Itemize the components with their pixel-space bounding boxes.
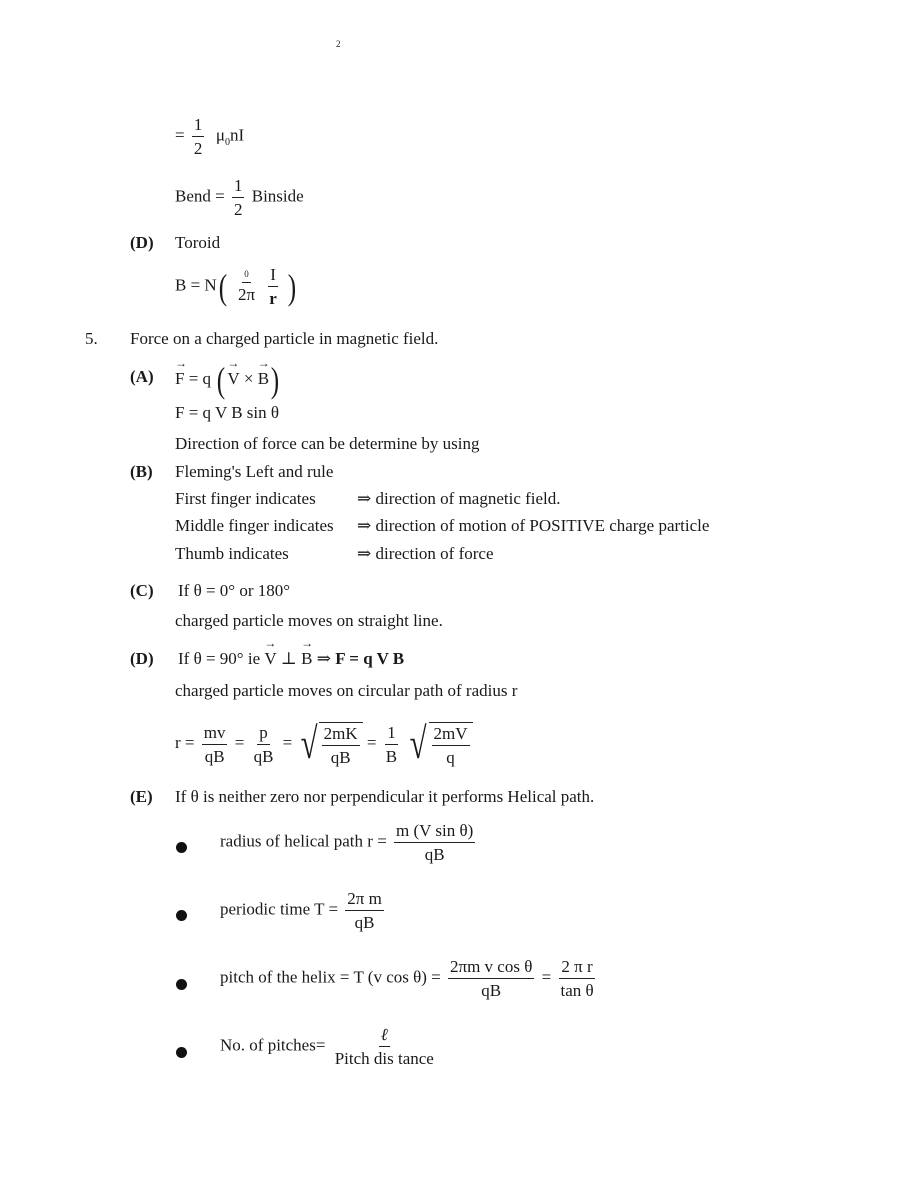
part-e-label: (E) [130, 787, 153, 806]
bullet-text: periodic time [220, 899, 311, 919]
page-number: 2 [336, 39, 341, 49]
radius-formula [175, 719, 473, 768]
rule-row-left: Thumb indicates [175, 544, 289, 563]
eq: = [366, 732, 377, 752]
denominator: 2 [193, 139, 203, 158]
numerator: 1 [232, 177, 245, 198]
denominator: qB [253, 746, 274, 766]
subscript: 0 [224, 136, 230, 148]
denominator: Pitch dis tance [334, 1049, 434, 1068]
lorentz-vector-formula: → F = q (→ V × → B) [175, 362, 281, 398]
fraction [267, 266, 279, 307]
flemings-rule-title: Fleming's Left and rule [175, 462, 334, 481]
bend-formula [175, 177, 304, 218]
bullet-text: pitch of the helix [220, 967, 336, 987]
force-magnitude: F = q V B sin θ [175, 403, 280, 422]
numerator: I [268, 266, 278, 287]
numerator: 2π m [345, 890, 384, 911]
fraction [232, 177, 245, 218]
force: F = q V B [335, 649, 405, 668]
velocity-vector: → V [264, 650, 276, 667]
numerator: 0 [242, 270, 251, 283]
bullet-text: radius of helical path [220, 831, 364, 851]
direction-text: Direction of force can be determine by using [175, 434, 480, 453]
part-b-label: (B) [130, 462, 153, 481]
rule-row-right: ⇒ direction of force [357, 544, 494, 563]
mu: μ [215, 125, 225, 145]
part-c-label: (C) [130, 581, 154, 600]
lhs: r = [175, 732, 195, 752]
equals: = [175, 125, 185, 145]
denominator: B [385, 746, 398, 766]
helix-radius [220, 822, 478, 863]
bullet-icon [176, 842, 187, 853]
fraction [252, 724, 276, 765]
denominator: qB [481, 981, 502, 1000]
fraction [202, 724, 228, 765]
denominator: r [269, 289, 277, 308]
denominator: qB [424, 845, 445, 864]
numerator: 1 [385, 724, 398, 745]
eq: = [234, 732, 245, 752]
sqrt: √ $\frac{2mV}{q}$ [406, 722, 472, 766]
eq: = q [188, 368, 212, 388]
eq: = [282, 732, 293, 752]
numerator: m (V sin θ) [394, 822, 475, 843]
fraction [345, 890, 384, 931]
lhs: Bend = [175, 186, 225, 206]
denominator: qB [354, 913, 375, 932]
periodic-time [220, 890, 387, 931]
section-number: 5. [85, 329, 98, 348]
fraction [394, 822, 475, 863]
rule-row-left: First finger indicates [175, 489, 316, 508]
part-e-text: If θ is neither zero nor perpendicular it performs Helical path. [175, 787, 595, 806]
fraction [384, 724, 399, 765]
denominator: 2π [237, 285, 256, 304]
part-d-condition [178, 650, 404, 667]
numerator: 2πm v cos θ [448, 958, 534, 979]
rule-row-right: ⇒ direction of motion of POSITIVE charge particle [357, 516, 710, 535]
force-vector: → F [175, 370, 184, 387]
denominator: 2 [233, 200, 243, 219]
field-vector: → B [301, 650, 312, 667]
field-vector: → B [258, 370, 269, 387]
part-c-condition: If θ = 0° or 180° [178, 581, 291, 600]
toroid-label: (D) [130, 233, 154, 252]
expr-tail: nI [229, 125, 245, 145]
denominator: q [446, 748, 455, 767]
numerator: mv [202, 724, 228, 745]
bullet-icon [176, 979, 187, 990]
toroid-title: Toroid [175, 233, 221, 252]
sqrt: √ $\frac{2mK}{qB}$ [297, 722, 363, 766]
fraction [333, 1026, 436, 1067]
section-title: Force on a charged particle in magnetic field. [130, 329, 439, 348]
part-d-text: charged particle moves on circular path of radius r [175, 681, 518, 700]
condition-text: If θ = 90° ie [178, 649, 261, 668]
rule-row-right: ⇒ direction of magnetic field. [357, 489, 561, 508]
fraction [448, 958, 534, 999]
part-c-text: charged particle moves on straight line. [175, 611, 443, 630]
rhs: Binside [251, 186, 304, 206]
velocity-vector: → V [227, 370, 239, 387]
fraction [558, 958, 595, 999]
numerator: p [257, 724, 270, 745]
part-d-label: (D) [130, 649, 154, 668]
fraction [192, 116, 205, 157]
helix-pitch [220, 958, 599, 999]
part-a-label: (A) [130, 367, 154, 386]
bullet-text: No. of pitches [220, 1035, 316, 1055]
rule-row-left: Middle finger indicates [175, 516, 334, 535]
toroid-formula: B = N( $\frac{0}{2\pi}$ $\frac{I}{r}$ ) [175, 265, 297, 308]
lhs: = [315, 1035, 326, 1055]
fraction [236, 270, 257, 303]
numerator: 2 π r [559, 958, 594, 979]
cross: × [243, 368, 254, 388]
bullet-icon [176, 1047, 187, 1058]
number-of-pitches [220, 1026, 439, 1067]
denominator: qB [204, 746, 225, 766]
numerator: 2mV [432, 725, 470, 746]
denominator: tan θ [560, 981, 594, 1000]
denominator: qB [330, 748, 351, 767]
numerator: 1 [192, 116, 205, 137]
lhs: = T (v cos θ) = [339, 967, 441, 987]
implies: ⇒ [316, 649, 331, 668]
numerator: ℓ [379, 1026, 390, 1047]
eq: = [541, 967, 552, 987]
lhs: B = N [175, 275, 217, 295]
bullet-icon [176, 910, 187, 921]
numerator: 2mK [322, 725, 360, 746]
lhs: T = [314, 899, 339, 919]
solenoid-end-formula [175, 116, 244, 157]
lhs: r = [367, 831, 387, 851]
perp: ⊥ [280, 649, 297, 668]
